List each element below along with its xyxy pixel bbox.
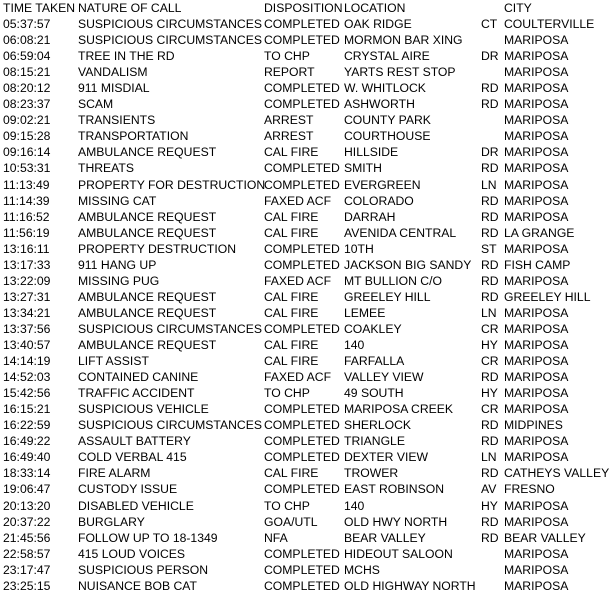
- cell-suffix: DR: [481, 145, 499, 160]
- cell-time: 09:16:14: [3, 145, 51, 160]
- cell-disposition: COMPLETED: [264, 161, 340, 176]
- cell-location: COLORADO: [344, 193, 414, 208]
- cell-nature: DISABLED VEHICLE: [78, 498, 194, 513]
- cell-city: MARIPOSA: [504, 386, 569, 401]
- cell-city: MARIPOSA: [504, 161, 569, 176]
- cell-disposition: COMPLETED: [264, 33, 340, 48]
- cell-location: JACKSON BIG SANDY: [344, 257, 472, 272]
- cell-nature: AMBULANCE REQUEST: [78, 225, 217, 240]
- table-row: [0, 257, 614, 273]
- cell-city: MARIPOSA: [504, 402, 569, 417]
- table-row: [0, 514, 614, 530]
- cell-time: 16:49:22: [3, 434, 51, 449]
- cell-disposition: COMPLETED: [264, 450, 340, 465]
- cell-suffix: RD: [481, 514, 499, 529]
- cell-disposition: GOA/UTL: [264, 514, 318, 529]
- cell-suffix: AV: [481, 482, 497, 497]
- cell-time: 13:16:11: [3, 241, 50, 256]
- table-row: [0, 32, 614, 48]
- table-row: [0, 112, 614, 128]
- cell-location: HIDEOUT SALOON: [344, 546, 453, 561]
- cell-time: 13:27:31: [3, 289, 51, 304]
- cell-disposition: COMPLETED: [264, 321, 340, 336]
- table-row: [0, 241, 614, 257]
- cell-nature: SCAM: [78, 97, 114, 112]
- cell-location: OLD HWY NORTH: [344, 514, 448, 529]
- table-row: [0, 369, 614, 385]
- cell-city: MARIPOSA: [504, 113, 569, 128]
- cell-city: FISH CAMP: [504, 257, 571, 272]
- cell-time: 16:22:59: [3, 418, 51, 433]
- cell-disposition: COMPLETED: [264, 562, 340, 577]
- cell-suffix: LN: [481, 305, 497, 320]
- cell-city: MARIPOSA: [504, 273, 569, 288]
- cell-city: MARIPOSA: [504, 498, 569, 513]
- cell-time: 14:52:03: [3, 370, 51, 385]
- cell-city: BEAR VALLEY: [504, 530, 586, 545]
- cell-time: 13:17:33: [3, 257, 51, 272]
- table-row: [0, 337, 614, 353]
- cell-time: 14:14:19: [3, 354, 51, 369]
- cell-city: MARIPOSA: [504, 209, 569, 224]
- cell-suffix: LN: [481, 177, 497, 192]
- cell-location: AVENIDA CENTRAL: [344, 225, 457, 240]
- cell-suffix: RD: [481, 434, 499, 449]
- cell-nature: PROPERTY FOR DESTRUCTION: [78, 177, 266, 192]
- cell-suffix: RD: [481, 370, 499, 385]
- cell-nature: SUSPICIOUS CIRCUMSTANCES: [78, 33, 262, 48]
- cell-city: FRESNO: [504, 482, 555, 497]
- table-row: [0, 177, 614, 193]
- cell-time: 08:23:37: [3, 97, 51, 112]
- cell-time: 21:45:56: [3, 530, 51, 545]
- cell-time: 11:14:39: [3, 193, 50, 208]
- cell-city: MARIPOSA: [504, 305, 569, 320]
- cell-disposition: CAL FIRE: [264, 338, 319, 352]
- cell-disposition: FAXED ACF: [264, 273, 332, 288]
- cell-suffix: DR: [481, 49, 499, 64]
- cell-disposition: FAXED ACF: [264, 193, 332, 208]
- table-row: [0, 433, 614, 449]
- cell-disposition: COMPLETED: [264, 81, 340, 96]
- cell-nature: COLD VERBAL 415: [78, 450, 187, 465]
- cell-time: 11:56:19: [3, 225, 50, 240]
- header-nature: NATURE OF CALL: [78, 1, 182, 15]
- cell-city: MARIPOSA: [504, 578, 569, 593]
- cell-suffix: CR: [481, 354, 499, 369]
- cell-location: CRYSTAL AIRE: [344, 49, 430, 64]
- cell-nature: MISSING CAT: [78, 193, 157, 208]
- cell-time: 23:25:15: [3, 578, 51, 593]
- cell-city: GREELEY HILL: [504, 289, 591, 304]
- cell-city: LA GRANGE: [504, 225, 575, 240]
- cell-time: 20:13:20: [3, 498, 51, 513]
- cell-city: CATHEYS VALLEY: [504, 466, 610, 481]
- cell-nature: FOLLOW UP TO 18-1349: [78, 530, 218, 545]
- cell-city: MARIPOSA: [504, 434, 569, 449]
- table-row: [0, 321, 614, 337]
- cell-location: OLD HIGHWAY NORTH: [344, 578, 476, 593]
- cell-time: 10:53:31: [3, 161, 51, 176]
- table-row: [0, 401, 614, 417]
- cell-nature: TRAFFIC ACCIDENT: [78, 386, 195, 401]
- header-time: TIME TAKEN: [3, 1, 76, 15]
- cell-time: 08:20:12: [3, 81, 51, 96]
- cell-location: 49 SOUTH: [344, 386, 404, 401]
- cell-nature: TREE IN THE RD: [78, 49, 175, 64]
- cell-city: COULTERVILLE: [504, 17, 595, 31]
- cell-disposition: ARREST: [264, 113, 314, 128]
- cell-nature: SUSPICIOUS PERSON: [78, 562, 209, 577]
- table-row: [0, 465, 614, 481]
- cell-location: VALLEY VIEW: [344, 370, 424, 385]
- cell-suffix: RD: [481, 161, 499, 176]
- cell-location: OAK RIDGE: [344, 17, 412, 31]
- table-row: [0, 449, 614, 465]
- cell-city: MARIPOSA: [504, 65, 569, 80]
- cell-city: MARIPOSA: [504, 33, 569, 48]
- cell-nature: ASSAULT BATTERY: [78, 434, 191, 449]
- cell-disposition: CAL FIRE: [264, 289, 319, 304]
- cell-nature: TRANSPORTATION: [78, 129, 189, 144]
- cell-location: ASHWORTH: [344, 97, 415, 112]
- cell-disposition: COMPLETED: [264, 17, 340, 31]
- table-row: [0, 48, 614, 64]
- table-row: [0, 96, 614, 112]
- cell-city: MARIPOSA: [504, 129, 569, 144]
- cell-city: MARIPOSA: [504, 193, 569, 208]
- cell-city: MARIPOSA: [504, 354, 569, 369]
- table-row: [0, 305, 614, 321]
- cell-nature: NUISANCE BOB CAT: [78, 578, 197, 593]
- cell-suffix: HY: [481, 386, 498, 401]
- cell-city: MARIPOSA: [504, 145, 569, 160]
- cell-time: 11:16:52: [3, 209, 50, 224]
- cell-location: SMITH: [344, 161, 382, 176]
- table-row: [0, 530, 614, 546]
- table-row: [0, 353, 614, 369]
- cell-disposition: COMPLETED: [264, 434, 340, 449]
- cell-suffix: RD: [481, 466, 499, 481]
- cell-time: 08:15:21: [3, 65, 51, 80]
- cell-disposition: COMPLETED: [264, 402, 340, 417]
- cell-suffix: RD: [481, 225, 499, 240]
- cell-nature: THREATS: [78, 161, 134, 176]
- cell-city: MARIPOSA: [504, 370, 569, 385]
- cell-city: MARIPOSA: [504, 546, 569, 561]
- cell-disposition: CAL FIRE: [264, 305, 319, 320]
- cell-nature: SUSPICIOUS CIRCUMSTANCES: [78, 418, 262, 433]
- cell-suffix: RD: [481, 97, 499, 112]
- cell-disposition: CAL FIRE: [264, 225, 319, 240]
- table-row: [0, 225, 614, 241]
- table-row: [0, 289, 614, 305]
- cell-location: MT BULLION C/O: [344, 273, 442, 288]
- cell-location: EVERGREEN: [344, 177, 421, 192]
- cell-nature: SUSPICIOUS CIRCUMSTANCES: [78, 17, 262, 31]
- cell-suffix: RD: [481, 257, 499, 272]
- cell-location: MORMON BAR XING: [344, 33, 463, 48]
- table-row: [0, 498, 614, 514]
- cell-time: 20:37:22: [3, 514, 51, 529]
- cell-disposition: CAL FIRE: [264, 466, 319, 481]
- cell-nature: AMBULANCE REQUEST: [78, 338, 217, 352]
- cell-disposition: COMPLETED: [264, 257, 340, 272]
- cell-nature: PROPERTY DESTRUCTION: [78, 241, 237, 256]
- cell-time: 23:17:47: [3, 562, 51, 577]
- table-row: [0, 128, 614, 144]
- cell-location: FARFALLA: [344, 354, 405, 369]
- cell-disposition: COMPLETED: [264, 97, 340, 112]
- cell-suffix: RD: [481, 209, 499, 224]
- cell-city: MARIPOSA: [504, 450, 569, 465]
- cell-time: 18:33:14: [3, 466, 51, 481]
- cell-suffix: RD: [481, 193, 499, 208]
- table-row: [0, 64, 614, 80]
- cell-disposition: TO CHP: [264, 498, 310, 513]
- table-row: [0, 80, 614, 96]
- table-row: [0, 385, 614, 401]
- cell-disposition: COMPLETED: [264, 482, 340, 497]
- cell-city: MARIPOSA: [504, 49, 569, 64]
- cell-disposition: CAL FIRE: [264, 354, 319, 369]
- cell-time: 05:37:57: [3, 17, 51, 31]
- cell-nature: VANDALISM: [78, 65, 148, 80]
- table-row: [0, 193, 614, 209]
- cell-nature: CONTAINED CANINE: [78, 370, 199, 385]
- cell-nature: LIFT ASSIST: [78, 354, 149, 369]
- cell-city: MARIPOSA: [504, 562, 569, 577]
- cell-nature: FIRE ALARM: [78, 466, 151, 481]
- cell-time: 13:34:21: [3, 305, 51, 320]
- cell-city: MARIPOSA: [504, 177, 569, 192]
- cell-nature: AMBULANCE REQUEST: [78, 145, 217, 160]
- cell-time: 16:49:40: [3, 450, 51, 465]
- cell-suffix: CR: [481, 321, 499, 336]
- cell-location: LEMEE: [344, 305, 386, 320]
- cell-suffix: RD: [481, 273, 499, 288]
- cell-nature: SUSPICIOUS CIRCUMSTANCES: [78, 321, 262, 336]
- cell-suffix: HY: [481, 338, 498, 352]
- cell-time: 13:37:56: [3, 321, 51, 336]
- cell-time: 09:02:21: [3, 113, 51, 128]
- table-row: [0, 144, 614, 160]
- cell-suffix: CR: [481, 402, 499, 417]
- cell-disposition: ARREST: [264, 129, 314, 144]
- table-row: [0, 481, 614, 497]
- cell-location: TROWER: [344, 466, 399, 481]
- cell-disposition: REPORT: [264, 65, 315, 80]
- table-row: [0, 273, 614, 289]
- table-row: [0, 578, 614, 594]
- cell-suffix: RD: [481, 289, 499, 304]
- cell-location: SHERLOCK: [344, 418, 412, 433]
- cell-location: COUNTY PARK: [344, 113, 431, 128]
- table-row: [0, 160, 614, 176]
- table-row: [0, 417, 614, 433]
- cell-location: COURTHOUSE: [344, 129, 431, 144]
- cell-location: EAST ROBINSON: [344, 482, 445, 497]
- cell-suffix: RD: [481, 81, 499, 96]
- cell-city: MARIPOSA: [504, 81, 569, 96]
- cell-suffix: RD: [481, 418, 499, 433]
- cell-nature: AMBULANCE REQUEST: [78, 209, 217, 224]
- cell-nature: CUSTODY ISSUE: [78, 482, 178, 497]
- cell-disposition: COMPLETED: [264, 418, 340, 433]
- cell-disposition: COMPLETED: [264, 578, 340, 593]
- cell-disposition: COMPLETED: [264, 177, 340, 192]
- table-row: [0, 546, 614, 562]
- cell-nature: BURGLARY: [78, 514, 145, 529]
- cell-time: 19:06:47: [3, 482, 51, 497]
- cell-location: MCHS: [344, 562, 380, 577]
- cell-nature: TRANSIENTS: [78, 113, 156, 128]
- cell-city: MARIPOSA: [504, 97, 569, 112]
- cell-time: 13:40:57: [3, 338, 51, 352]
- cell-time: 22:58:57: [3, 546, 51, 561]
- cell-location: GREELEY HILL: [344, 289, 431, 304]
- cell-disposition: CAL FIRE: [264, 145, 319, 160]
- cell-city: MARIPOSA: [504, 338, 569, 352]
- cell-disposition: COMPLETED: [264, 241, 340, 256]
- cell-disposition: COMPLETED: [264, 546, 340, 561]
- table-row: [0, 562, 614, 578]
- cell-location: W. WHITLOCK: [344, 81, 426, 96]
- cell-time: 16:15:21: [3, 402, 51, 417]
- cell-location: DEXTER VIEW: [344, 450, 428, 465]
- cell-disposition: TO CHP: [264, 49, 310, 64]
- cell-nature: 415 LOUD VOICES: [78, 546, 186, 561]
- cell-time: 13:22:09: [3, 273, 51, 288]
- table-row: [0, 16, 614, 32]
- table-row: [0, 209, 614, 225]
- cell-location: HILLSIDE: [344, 145, 399, 160]
- cell-suffix: CT: [481, 17, 498, 31]
- header-disposition: DISPOSITION: [264, 1, 343, 15]
- cell-nature: SUSPICIOUS VEHICLE: [78, 402, 209, 417]
- cell-nature: AMBULANCE REQUEST: [78, 305, 217, 320]
- cell-disposition: FAXED ACF: [264, 370, 332, 385]
- cell-location: COAKLEY: [344, 321, 402, 336]
- cell-location: 140: [344, 498, 365, 513]
- cell-location: BEAR VALLEY: [344, 530, 426, 545]
- cell-time: 11:13:49: [3, 177, 50, 192]
- cell-location: DARRAH: [344, 209, 396, 224]
- cell-suffix: RD: [481, 530, 499, 545]
- cell-disposition: NFA: [264, 530, 288, 545]
- cell-location: 140: [344, 338, 365, 352]
- cell-time: 09:15:28: [3, 129, 51, 144]
- cell-time: 06:08:21: [3, 33, 51, 48]
- cell-suffix: HY: [481, 498, 498, 513]
- cell-location: YARTS REST STOP: [344, 65, 456, 80]
- cell-suffix: LN: [481, 450, 497, 465]
- cell-nature: 911 HANG UP: [78, 257, 157, 272]
- cell-nature: 911 MISDIAL: [78, 81, 150, 96]
- header-city: CITY: [504, 1, 532, 15]
- cell-city: MIDPINES: [504, 418, 563, 433]
- cell-nature: MISSING PUG: [78, 273, 160, 288]
- cell-city: MARIPOSA: [504, 321, 569, 336]
- header-row: [0, 0, 614, 16]
- cell-disposition: CAL FIRE: [264, 209, 319, 224]
- cell-time: 06:59:04: [3, 49, 51, 64]
- cell-nature: AMBULANCE REQUEST: [78, 289, 217, 304]
- cell-city: MARIPOSA: [504, 241, 569, 256]
- cell-location: TRIANGLE: [344, 434, 405, 449]
- cell-location: 10TH: [344, 241, 374, 256]
- cell-suffix: ST: [481, 241, 497, 256]
- cell-disposition: TO CHP: [264, 386, 310, 401]
- cell-location: MARIPOSA CREEK: [344, 402, 454, 417]
- cell-city: MARIPOSA: [504, 514, 569, 529]
- cell-time: 15:42:56: [3, 386, 51, 401]
- header-location: LOCATION: [344, 1, 406, 15]
